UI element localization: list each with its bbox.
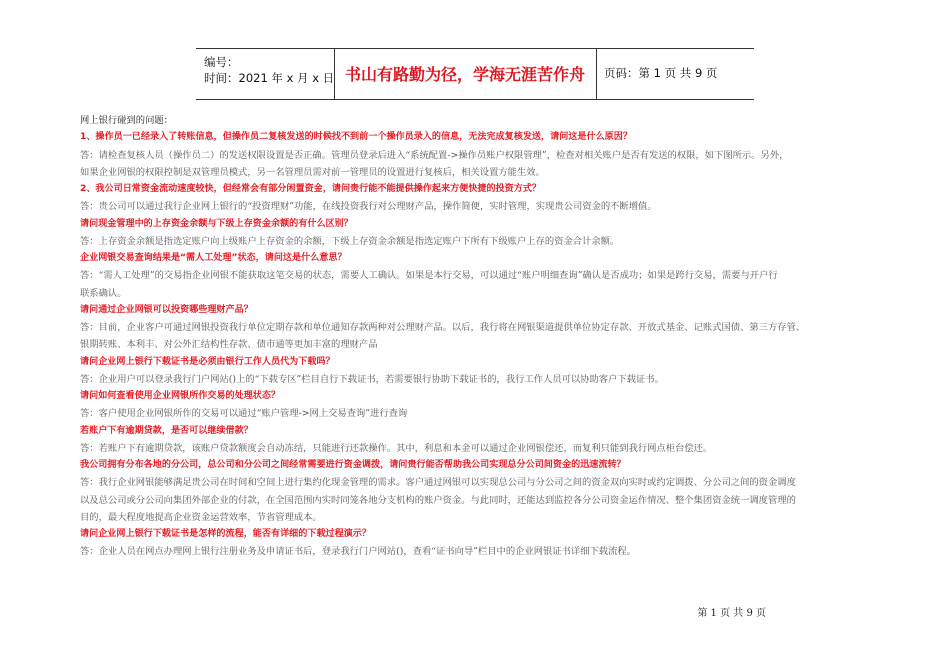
answer-line: 答：上存资金余额是指选定账户向上级账户上存资金的余额，下级上存资金余额是指选定账户下所有下级账户上存的资金合计余额。 — [80, 235, 620, 247]
question-line: 请问企业网上银行下载证书是怎样的流程，能否有详细的下载过程演示？ — [80, 529, 372, 539]
answer-line: 答：请检查复核人员（操作员二）的发送权限设置是否正确。管理员登录后进入“系统配置->操作员账户权限管理”，检查对相关账户是否有发送的权限，如下图所示。另外， — [80, 149, 789, 161]
number-label: 编号： — [204, 55, 239, 69]
question-line: 2、我公司日常资金流动速度较快，但经常会有部分闲置资金，请问贵行能不能提供操作起来方便快捷的投资方式？ — [80, 184, 542, 194]
question-line: 请问现金管理中的上存资金余额与下级上存资金余额的有什么区别？ — [80, 218, 353, 229]
header-meta-cell — [196, 49, 335, 99]
question-line: 请问企业网上银行下载证书是必须由银行工作人员代为下载吗？ — [80, 356, 335, 367]
question-line: 若账户下有逾期贷款，是否可以继续借款？ — [80, 425, 253, 436]
date-line: 时间：2021 年 x 月 x 日 — [204, 71, 335, 85]
question-line: 我公司拥有分布各地的分公司，总公司和分公司之间经常需要进行资金调拨，请问贵行能否帮助我公司实现总分公司间资金的迅速流转？ — [80, 460, 626, 470]
question-line: 请问如何查看使用企业网银所作交易的处理状态？ — [80, 391, 281, 401]
answer-line: 答：贵公司可以通过我行企业网上银行的“投资理财”功能，在线投资我行对公理财产品，操作简便，实时管理，实现贵公司资金的不断增值。 — [80, 201, 657, 213]
answer-line: 答：“需人工处理”的交易指企业网银不能获取这笔交易的状态，需要人工确认。如果是本行交易，可以通过“账户明细查询”确认是否成功；如果是跨行交易，需要与开户行 — [80, 270, 778, 282]
answer-line: 答：客户使用企业网银所作的交易可以通过“账户管理->网上交易查询”进行查询 — [80, 408, 408, 420]
answer-line: 答：目前，企业客户可通过网银投资我行单位定期存款和单位通知存款两种对公理财产品。以后，我行将在网银渠道提供单位协定存款、开放式基金、记账式国债、第三方存管、 — [80, 322, 806, 333]
answer-line: 联系确认。 — [80, 287, 127, 299]
answer-line: 目的，最大程度地提高企业资金运营效率，节省管理成本。 — [80, 511, 322, 523]
answer-line: 答：企业人员在网点办理网上银行注册业务及申请证书后，登录我行门户网站()，查看“证书向导”栏目中的企业网银证书详细下载流程。 — [80, 546, 636, 558]
intro-heading: 网上银行碰到的问题： — [80, 115, 173, 126]
answer-line: 答：我行企业网银能够满足贵公司在时间和空间上进行集约化现金管理的需求。客户通过网银可以实现总公司与分公司之间的资金双向实时或约定调拨、分公司之间的资金调度 — [80, 477, 796, 489]
page-footer: 第 1 页 共 9 页 — [697, 608, 766, 619]
answer-line: 答：企业用户可以登录我行门户网站()上的“下载专区”栏目自行下载证书，若需要银行协助下载证书的，我行工作人员可以协助客户下载证书。 — [80, 373, 664, 385]
header-page-cell — [596, 49, 754, 99]
motto: 书山有路勤为径，学海无涯苦作舟 — [344, 65, 585, 84]
answer-line: 以及总公司或分公司向集团外部企业的付款，在全国范围内实时同笼各地分支机构的账户资金。与此同时，还能达到监控各分公司资金运作情况、整个集团资金统一调度管理的 — [80, 494, 796, 506]
header-table — [196, 48, 754, 100]
page-info: 页码：第 1 页 共 9 页 — [604, 66, 718, 80]
question-line: 1、操作员一已经录入了转账信息，但操作员二复核发送的时候找不到前一个操作员录入的信息，无法完成复核发送，请问这是什么原因？ — [80, 132, 632, 143]
answer-line: 如果企业网银的权限控制是双管理员模式，另一名管理员需对前一管理员的设置进行复核后，相关设置方能生效。 — [80, 166, 545, 178]
question-line: 请问通过企业网银可以投资哪些理财产品？ — [80, 304, 253, 315]
qa-list — [80, 129, 880, 560]
header-motto-cell — [334, 49, 597, 99]
document-body — [80, 112, 880, 561]
answer-line: 银期转账、本利丰、对公外汇结构性存款、债市通等更加丰富的理财产品 — [80, 339, 378, 351]
question-line: 企业网银交易查询结果是“需人工处理”状态，请问这是什么意思？ — [80, 253, 347, 263]
answer-line: 答：若账户下有逾期贷款，该账户贷款额度会自动冻结，只能进行还款操作。其中，利息和本金可以通过企业网银偿还，而复利只能到我行网点柜台偿还。 — [80, 442, 713, 454]
